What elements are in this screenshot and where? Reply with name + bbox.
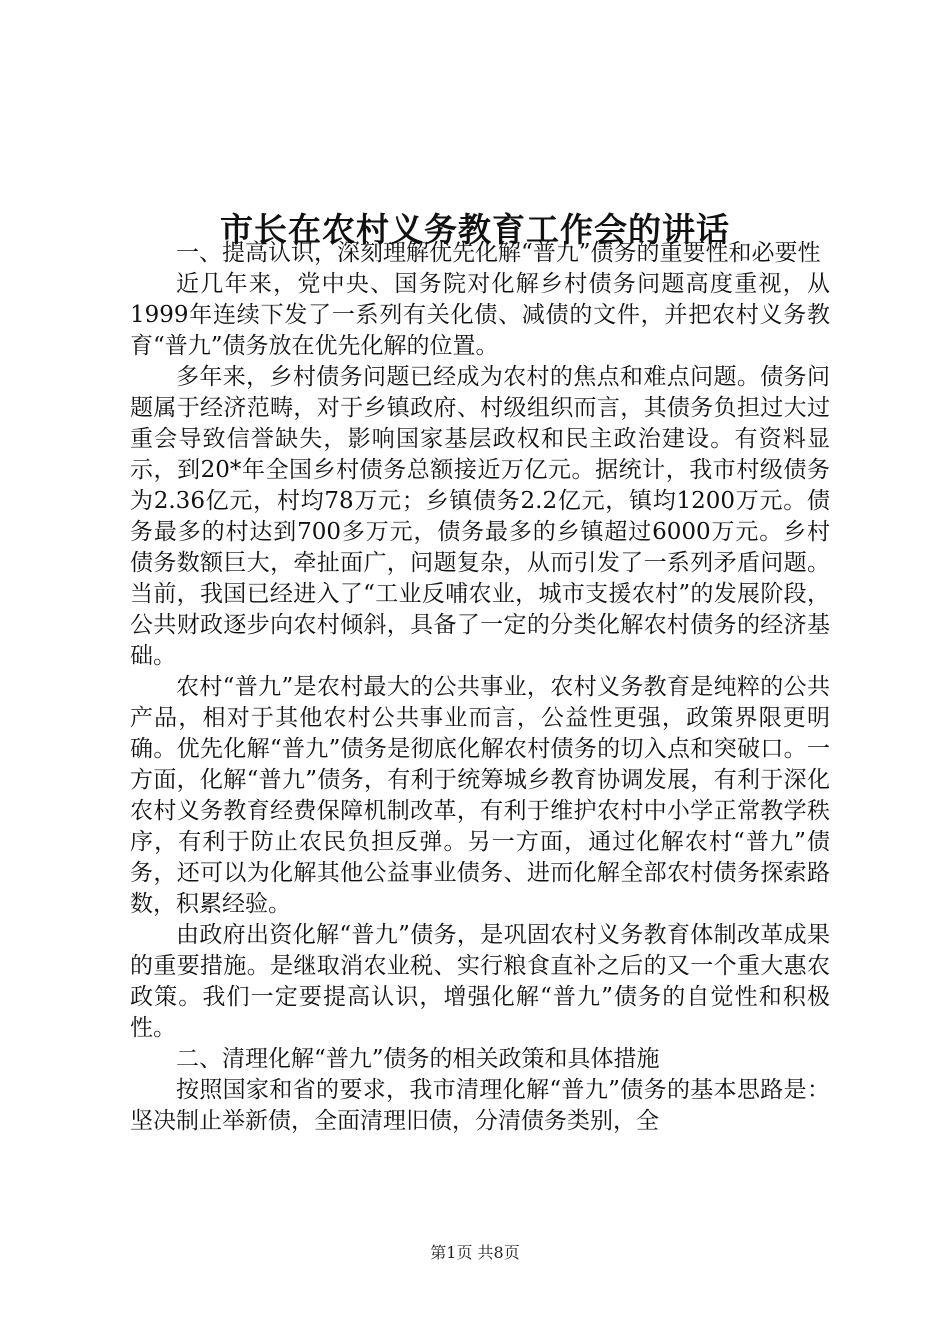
paragraph: 按照国家和省的要求，我市清理化解“普九”债务的基本思路是：坚决制止举新债，全面清理旧债，分清债务类别，全 [130, 1077, 830, 1134]
paragraph: 多年来，乡村债务问题已经成为农村的焦点和难点问题。债务问题属于经济范畴，对于乡镇政府、村级组织而言，其债务负担过大过重会导致信誉缺失，影响国家基层政权和民主政治建设。有资料显示，到20*年全国乡村债务总额接近万亿元。据统计，我市村级债务为2.36亿元，村均78万元；乡镇债务2.2亿元，镇均1200万元。债务最多的村达到700多万元，债务最多的乡镇超过6000万元。乡村债务数额巨大，牵扯面广，问题复杂，从而引发了一系列矛盾问题。当前，我国已经进入了“工业反哺农业，城市支援农村”的发展阶段，公共财政逐步向农村倾斜，具备了一定的分类化解农村债务的经济基础。 [130, 364, 830, 669]
page-footer: 第1页 共8页 [430, 1243, 520, 1262]
document-body [130, 238, 830, 1137]
paragraph: 近几年来，党中央、国务院对化解乡村债务问题高度重视，从1999年连续下发了一系列有关化债、减债的文件，并把农村义务教育“普九”债务放在优先化解的位置。 [130, 271, 830, 359]
document-title: 市长在农村义务教育工作会的讲话 [220, 210, 730, 250]
paragraph: 农村“普九”是农村最大的公共事业，农村义务教育是纯粹的公共产品，相对于其他农村公共事业而言，公益性更强，政策界限更明确。优先化解“普九”债务是彻底化解农村债务的切入点和突破口。一方面，化解“普九”债务，有利于统筹城乡教育协调发展，有利于深化农村义务教育经费保障机制改革，有利于维护农村中小学正常教学秩序，有利于防止农民负担反弹。另一方面，通过化解农村“普九”债务，还可以为化解其他公益事业债务、进而化解全部农村债务探索路数，积累经验。 [130, 674, 830, 917]
section-heading-2: 二、清理化解“普九”债务的相关政策和具体措施 [176, 1046, 660, 1072]
paragraph: 由政府出资化解“普九”债务，是巩固农村义务教育体制改革成果的重要措施。是继取消农业税、实行粮食直补之后的又一个重大惠农政策。我们一定要提高认识，增强化解“普九”债务的自觉性和积极性。 [130, 922, 830, 1041]
section-heading-1: 一、提高认识，深刻理解优先化解“普九”债务的重要性和必要性 [176, 240, 821, 266]
